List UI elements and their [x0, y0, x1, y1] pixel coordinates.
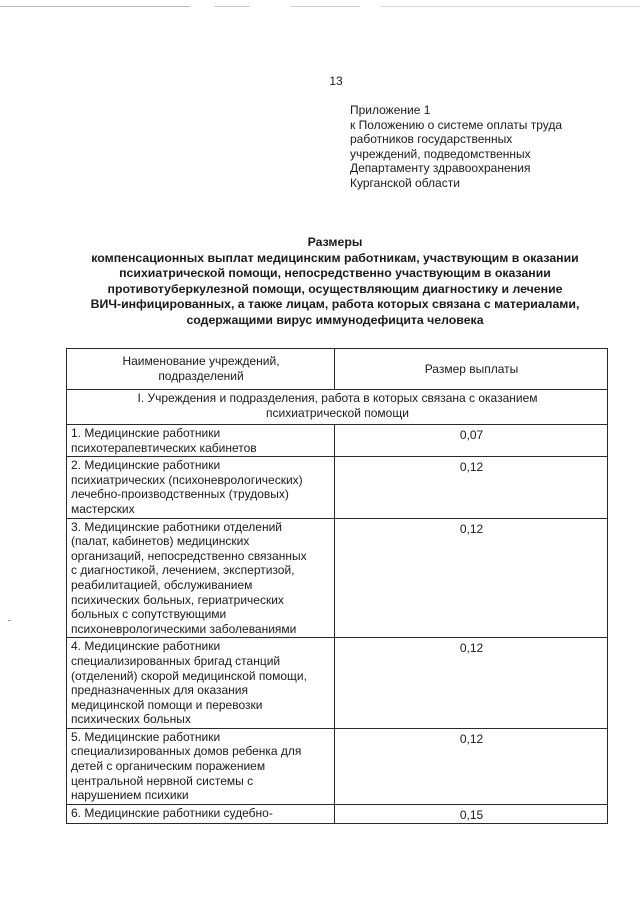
section-row: [67, 390, 608, 425]
appendix-line: Департаменту здравоохранения: [350, 161, 531, 176]
table-row: [67, 638, 608, 729]
appendix-line: работников государственных: [350, 132, 513, 147]
title-line: содержащими вирус иммунодефицита человека: [186, 312, 484, 327]
appendix-line: Приложение 1: [350, 103, 431, 117]
row-text: 5. Медицинские работники: [71, 729, 221, 744]
payments-table: [66, 348, 607, 824]
header-text: Наименование учреждений,: [122, 354, 280, 369]
row-text: психотерапевтических кабинетов: [71, 440, 257, 455]
row-name-cell: [67, 457, 335, 518]
section-text: психиатрической помощи: [266, 405, 409, 420]
scan-top-edge: [0, 6, 640, 7]
title-line: компенсационных выплат медицинским работникам, участвующим в оказании: [91, 250, 579, 265]
document-title: [40, 235, 630, 329]
row-value-cell: 0,12: [335, 638, 608, 729]
title-line: психиатрической помощи, непосредственно участвующим в оказании: [119, 266, 551, 281]
row-text: нарушением психики: [71, 788, 189, 803]
row-text: 2. Медицинские работники: [71, 458, 221, 473]
title-line: ВИЧ-инфицированных, а также лицам, работа которых связана с материалами,: [90, 297, 580, 312]
header-institution-cell: [67, 349, 335, 390]
row-text: психиатрических (психоневрологических): [71, 472, 303, 487]
row-text: центральной нервной системы с: [71, 773, 254, 788]
row-name-cell: [67, 638, 335, 729]
page-number: 13: [329, 74, 343, 88]
appendix-line: учреждений, подведомственных: [350, 146, 531, 161]
table-row: [67, 425, 608, 457]
row-text: (отделений) скорой медицинской помощи,: [71, 668, 307, 683]
row-text: медицинской помощи и перевозки: [71, 697, 263, 712]
row-text: 1. Медицинские работники: [71, 426, 221, 440]
row-text: организаций, непосредственно связанных: [71, 548, 307, 563]
row-text: психических больных: [71, 712, 191, 727]
section-text: I. Учреждения и подразделения, работа в которых связана с оказанием: [137, 391, 538, 405]
appendix-line: к Положению о системе оплаты труда: [350, 117, 563, 132]
table-row: [67, 804, 608, 824]
row-text: лечебно-производственных (трудовых): [71, 487, 289, 502]
row-name-cell: [67, 425, 335, 457]
row-text: мастерских: [71, 501, 135, 516]
row-value-cell: 0,12: [335, 518, 608, 638]
appendix-note: [350, 103, 600, 191]
row-text: (палат, кабинетов) медицинских: [71, 534, 250, 549]
row-value-cell: 0,15: [335, 804, 608, 824]
table-row: [67, 457, 608, 518]
table-header-row: [67, 349, 608, 390]
row-text: реабилитацией, обслуживанием: [71, 577, 253, 592]
header-text: подразделений: [158, 369, 244, 383]
row-text: 6. Медицинские работники судебно-: [71, 805, 273, 820]
header-payment-cell: Размер выплаты: [335, 349, 608, 390]
row-text: специализированных бригад станций: [71, 653, 281, 668]
row-text: психических больных, гериатрических: [71, 592, 284, 607]
table-row: [67, 728, 608, 804]
row-value-cell: 0,12: [335, 728, 608, 804]
row-text: детей с органическим поражением: [71, 759, 266, 774]
row-name-cell: [67, 804, 335, 824]
row-text: предназначенных для оказания: [71, 683, 248, 698]
row-value-cell: 0,07: [335, 425, 608, 457]
appendix-line: Курганской области: [350, 175, 460, 190]
row-text: психоневрологическими заболеваниями: [71, 621, 297, 636]
scan-margin-mark: [8, 620, 11, 621]
table-row: [67, 518, 608, 638]
row-text: 4. Медицинские работники: [71, 639, 221, 654]
row-text: 3. Медицинские работники отделений: [71, 519, 282, 534]
row-name-cell: [67, 518, 335, 638]
title-line: противотуберкулезной помощи, осуществляющим диагностику и лечение: [107, 281, 563, 296]
section-cell: [67, 390, 608, 425]
title-line: Размеры: [307, 235, 363, 249]
row-value-cell: 0,12: [335, 457, 608, 518]
row-name-cell: [67, 728, 335, 804]
row-text: больных с сопутствующими: [71, 607, 227, 622]
row-text: специализированных домов ребенка для: [71, 744, 302, 759]
row-text: с диагностикой, лечением, экспертизой,: [71, 563, 295, 578]
